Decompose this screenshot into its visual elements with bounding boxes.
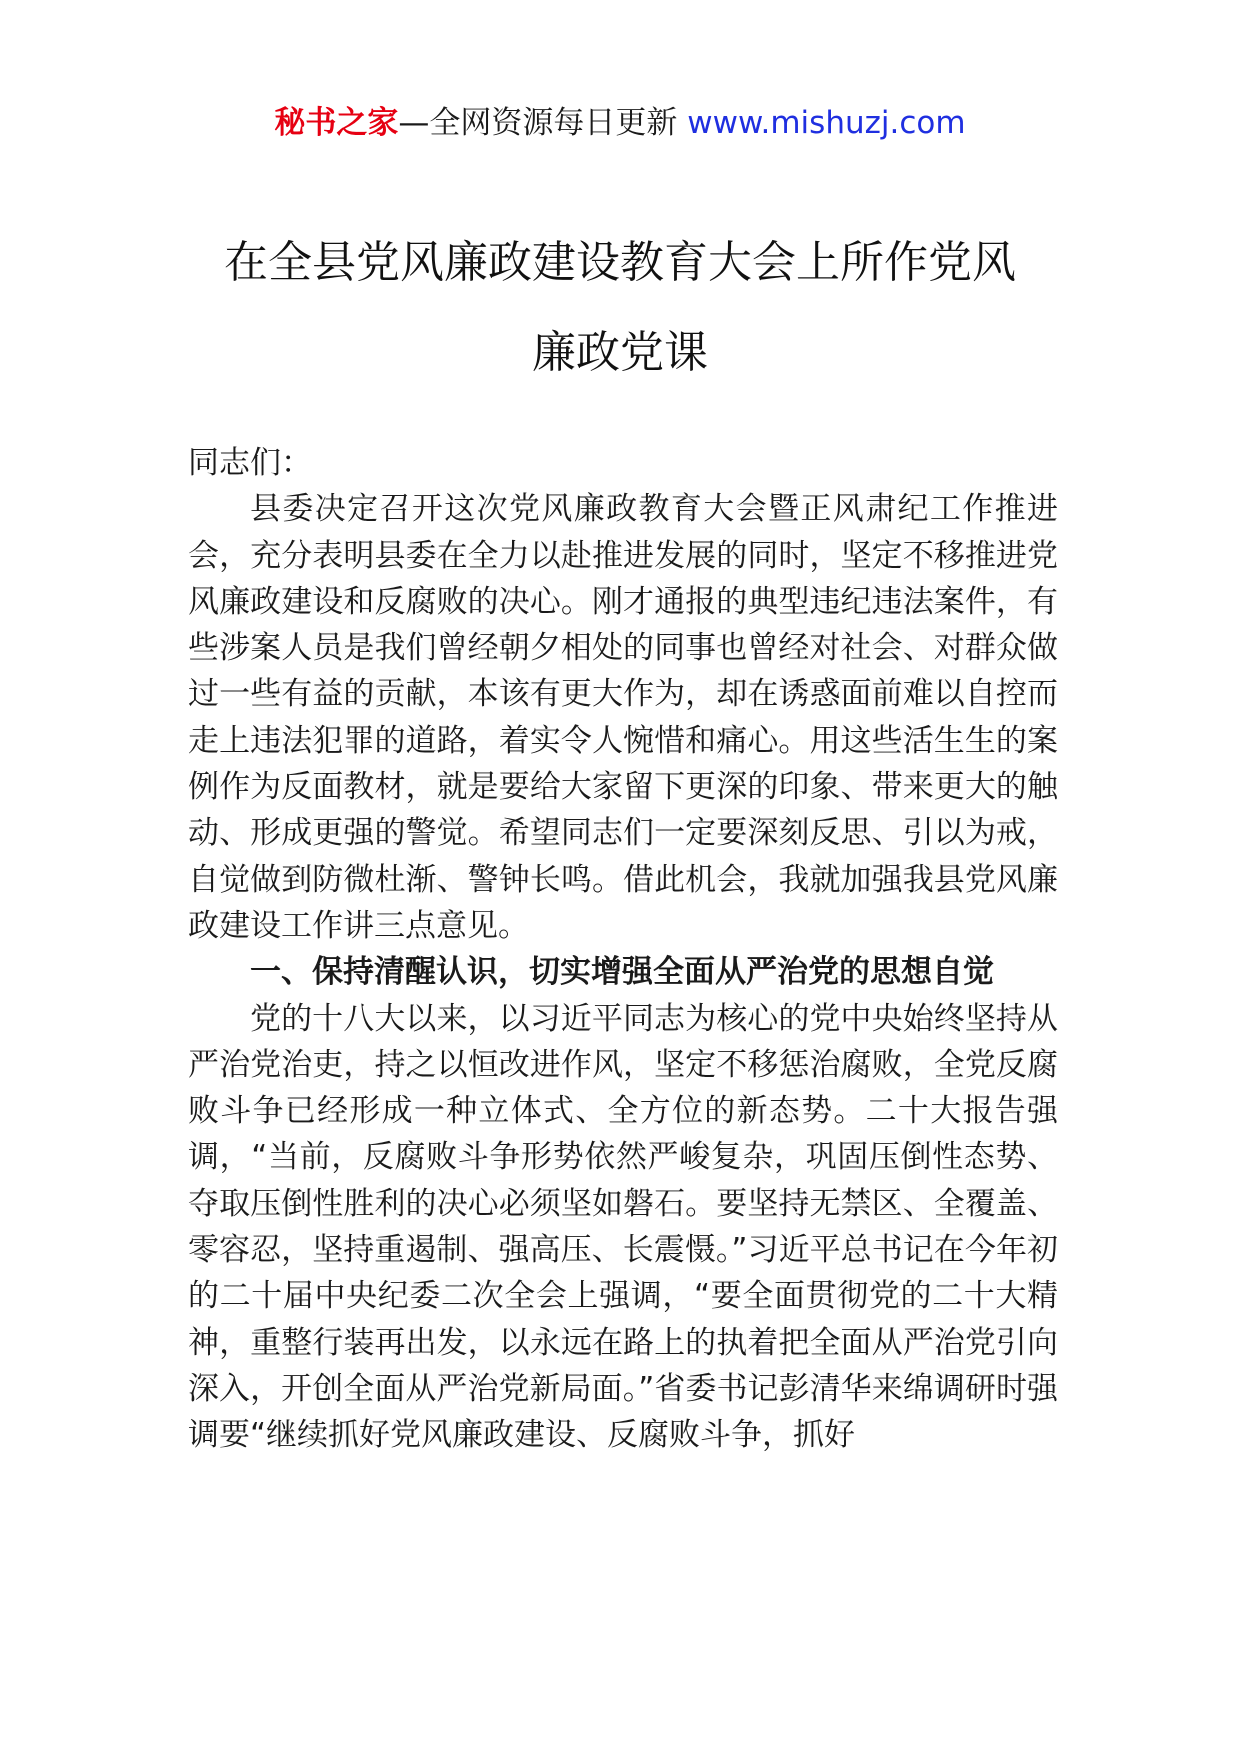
title-line-1: 在全县党风廉政建设教育大会上所作党风 bbox=[224, 237, 1016, 288]
title-line-2: 廉政党课 bbox=[532, 327, 708, 378]
paragraph-section-1: 党的十八大以来，以习近平同志为核心的党中央始终坚持从严治党治吏，持之以恒改进作风，坚定不移惩治腐败，全党反腐败斗争已经形成一种立体式、全方位的新态势。二十大报告强调，“当前，反腐败斗争形势依然严峻复杂，巩固压倒性态势、夺取压倒性胜利的决心必须坚如磐石。要坚持无禁区、全覆盖、零容忍，坚持重遏制、强高压、长震慑。”习近平总书记在今年初的二十届中央纪委二次全会上强调，“要全面贯彻党的二十大精神，重整行装再出发，以永远在路上的执着把全面从严治党引向深入，开创全面从严治党新局面。”省委书记彭清华来绵调研时强调要“继续抓好党风廉政建设、反腐败斗争，抓好 bbox=[188, 1000, 1058, 1454]
site-banner bbox=[0, 100, 1240, 146]
section-heading-1: 一、保持清醒认识，切实增强全面从严治党的思想自觉 bbox=[250, 954, 994, 991]
site-url-link[interactable]: www.mishuzj.com bbox=[687, 105, 966, 141]
document-body bbox=[188, 440, 1058, 1459]
brand-name: 秘书之家 bbox=[274, 105, 399, 141]
salutation: 同志们： bbox=[188, 445, 312, 481]
banner-tagline: —全网资源每日更新 bbox=[398, 105, 678, 141]
document-title bbox=[150, 218, 1090, 398]
paragraph-intro: 县委决定召开这次党风廉政教育大会暨正风肃纪工作推进会，充分表明县委在全力以赴推进发展的同时，坚定不移推进党风廉政建设和反腐败的决心。刚才通报的典型违纪违法案件，有些涉案人员是我们曾经朝夕相处的同事也曾经对社会、对群众做过一些有益的贡献，本该有更大作为，却在诱惑面前难以自控而走上违法犯罪的道路，着实令人惋惜和痛心。用这些活生生的案例作为反面教材，就是要给大家留下更深的印象、带来更大的触动、形成更强的警觉。希望同志们一定要深刻反思、引以为戒，自觉做到防微杜渐、警钟长鸣。借此机会，我就加强我县党风廉政建设工作讲三点意见。 bbox=[188, 491, 1058, 944]
